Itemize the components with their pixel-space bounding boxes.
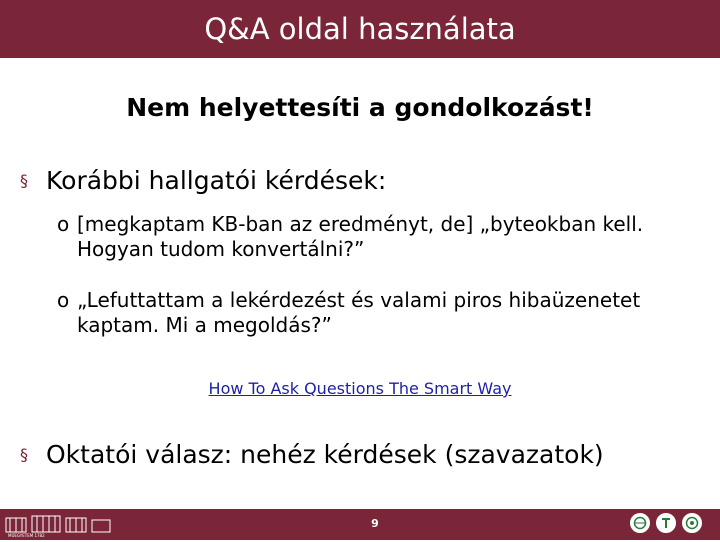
department-logos [630, 513, 702, 533]
sub-bullet-item [57, 212, 677, 262]
logo-caption: MŰEGYETEM 1782 [8, 533, 45, 538]
slide-title-bar [0, 0, 720, 58]
bullet-marker: § [20, 445, 28, 464]
university-logo [4, 512, 114, 542]
smart-questions-link[interactable]: How To Ask Questions The Smart Way [208, 379, 512, 398]
sub-bullet-marker: o [57, 288, 70, 312]
page-number: 9 [371, 517, 379, 530]
bullet-text: Korábbi hallgatói kérdések: [46, 166, 387, 195]
slide-subtitle: Nem helyettesíti a gondolkozást! [126, 93, 594, 122]
sub-bullet-text: [megkaptam KB-ban az eredményt, de] „byteokban kell. Hogyan tudom konvertálni?” [77, 212, 644, 261]
bullet-text: Oktatói válasz: nehéz kérdések (szavazatok) [46, 440, 604, 469]
slide-title: Q&A oldal használata [204, 12, 516, 46]
bullet-marker: § [20, 171, 28, 190]
gear-globe-icon [682, 513, 702, 533]
sub-bullet-item [57, 288, 677, 338]
bullet-item [20, 440, 604, 469]
globe-icon [630, 513, 650, 533]
sub-bullet-text: „Lefuttattam a lekérdezést és valami piros hibaüzenetet kaptam. Mi a megoldás?” [77, 288, 641, 337]
bullet-item [20, 166, 386, 195]
t-logo-icon [656, 513, 676, 533]
slide-footer [0, 509, 720, 540]
sub-bullet-marker: o [57, 212, 70, 236]
